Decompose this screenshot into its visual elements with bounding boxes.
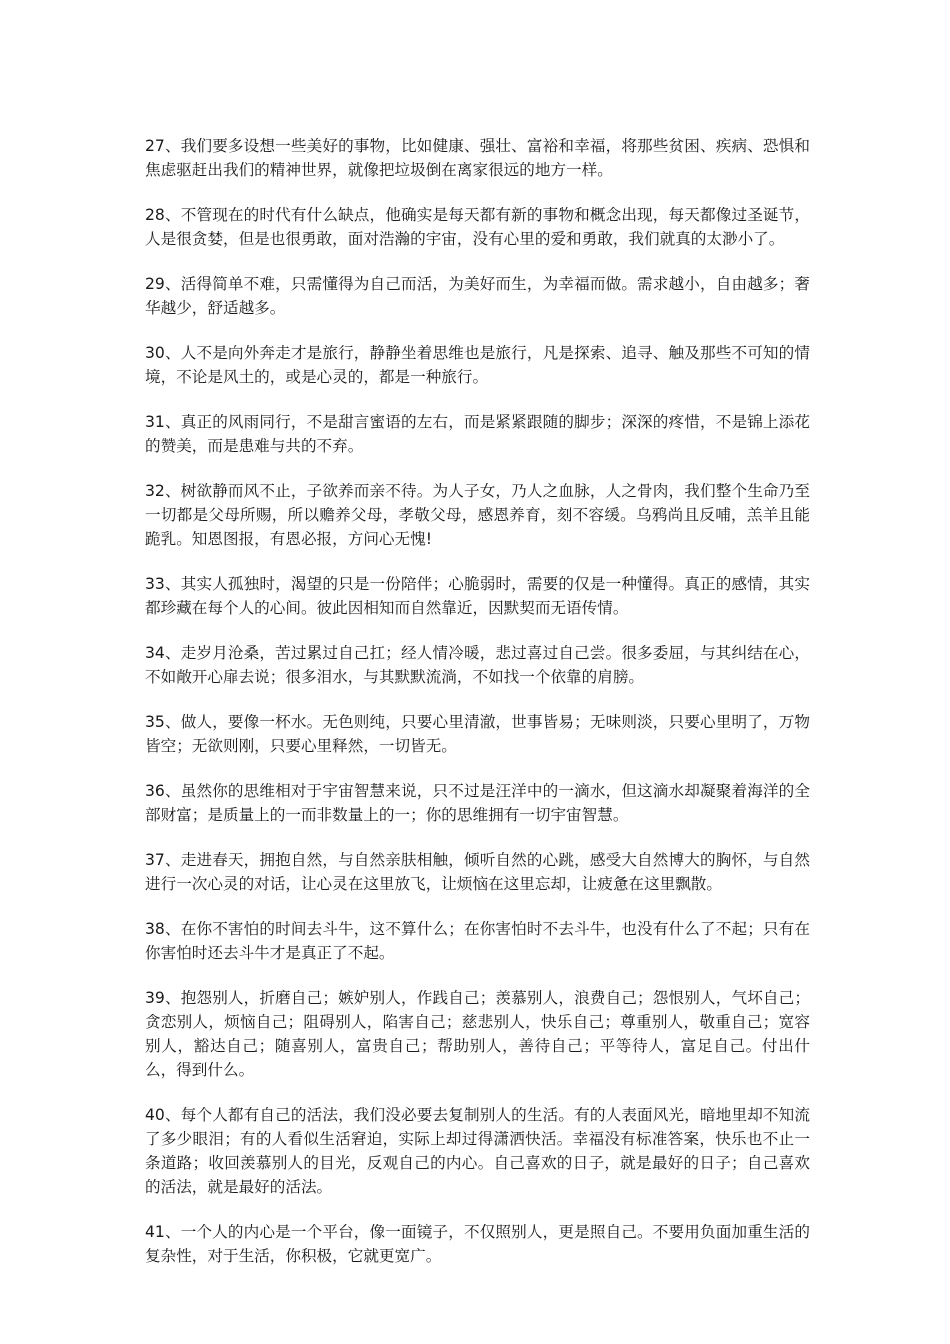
paragraph-30: 30、人不是向外奔走才是旅行，静静坐着思维也是旅行，凡是探索、追寻、触及那些不可知的情境，不论是风土的，或是心灵的，都是一种旅行。: [145, 344, 810, 386]
paragraph-35: 35、做人，要像一杯水。无色则纯，只要心里清澈，世事皆易；无味则淡，只要心里明了，万物皆空；无欲则刚，只要心里释然，一切皆无。: [145, 713, 810, 755]
document-body: [145, 134, 810, 1289]
paragraph-33: 33、其实人孤独时，渴望的只是一份陪伴；心脆弱时，需要的仅是一种懂得。真正的感情，其实都珍藏在每个人的心间。彼此因相知而自然靠近，因默契而无语传情。: [145, 575, 810, 617]
paragraph-28: 28、不管现在的时代有什么缺点，他确实是每天都有新的事物和概念出现，每天都像过圣诞节，人是很贪婪，但是也很勇敢，面对浩瀚的宇宙，没有心里的爱和勇敢，我们就真的太渺小了。: [145, 206, 810, 248]
paragraph-37: 37、走进春天，拥抱自然，与自然亲肤相触，倾听自然的心跳，感受大自然博大的胸怀，与自然进行一次心灵的对话，让心灵在这里放飞，让烦恼在这里忘却，让疲惫在这里飘散。: [145, 851, 810, 893]
paragraph-31: 31、真正的风雨同行，不是甜言蜜语的左右，而是紧紧跟随的脚步；深深的疼惜，不是锦上添花的赞美，而是患难与共的不弃。: [145, 413, 810, 455]
paragraph-40: 40、每个人都有自己的活法，我们没必要去复制别人的生活。有的人表面风光，暗地里却不知流了多少眼泪；有的人看似生活窘迫，实际上却过得潇洒快活。幸福没有标准答案，快乐也不止一条道路；收回羡慕别人的目光，反观自己的内心。自己喜欢的日子，就是最好的日子；自己喜欢的活法，就是最好的活法。: [145, 1106, 810, 1196]
paragraph-41: 41、一个人的内心是一个平台，像一面镜子，不仅照别人，更是照自己。不要用负面加重生活的复杂性，对于生活，你积极，它就更宽广。: [145, 1223, 810, 1265]
paragraph-34: 34、走岁月沧桑，苦过累过自己扛；经人情冷暖，悲过喜过自己尝。很多委屈，与其纠结在心，不如敞开心扉去说；很多泪水，与其默默流淌，不如找一个依靠的肩膀。: [145, 644, 810, 686]
paragraph-29: 29、活得简单不难，只需懂得为自己而活，为美好而生，为幸福而做。需求越小，自由越多；奢华越少，舒适越多。: [145, 275, 810, 317]
paragraph-27: 27、我们要多设想一些美好的事物，比如健康、强壮、富裕和幸福，将那些贫困、疾病、恐惧和焦虑驱赶出我们的精神世界，就像把垃圾倒在离家很远的地方一样。: [145, 137, 810, 179]
paragraph-39: 39、抱怨别人，折磨自己；嫉妒别人，作践自己；羡慕别人，浪费自己；怨恨别人，气坏自己；贪恋别人，烦恼自己；阻碍别人，陷害自己；慈悲别人，快乐自己；尊重别人，敬重自己；宽容别人，豁达自己；随喜别人，富贵自己；帮助别人，善待自己；平等待人，富足自己。付出什么，得到什么。: [145, 989, 810, 1079]
paragraph-36: 36、虽然你的思维相对于宇宙智慧来说，只不过是汪洋中的一滴水，但这滴水却凝聚着海洋的全部财富；是质量上的一而非数量上的一；你的思维拥有一切宇宙智慧。: [145, 782, 810, 824]
paragraph-32: 32、树欲静而风不止，子欲养而亲不待。为人子女，乃人之血脉，人之骨肉，我们整个生命乃至一切都是父母所赐，所以赡养父母，孝敬父母，感恩养育，刻不容缓。乌鸦尚且反哺，羔羊且能跪乳。知恩图报，有恩必报，方问心无愧!: [145, 482, 810, 548]
paragraph-38: 38、在你不害怕的时间去斗牛，这不算什么；在你害怕时不去斗牛，也没有什么了不起；只有在你害怕时还去斗牛才是真正了不起。: [145, 920, 810, 962]
